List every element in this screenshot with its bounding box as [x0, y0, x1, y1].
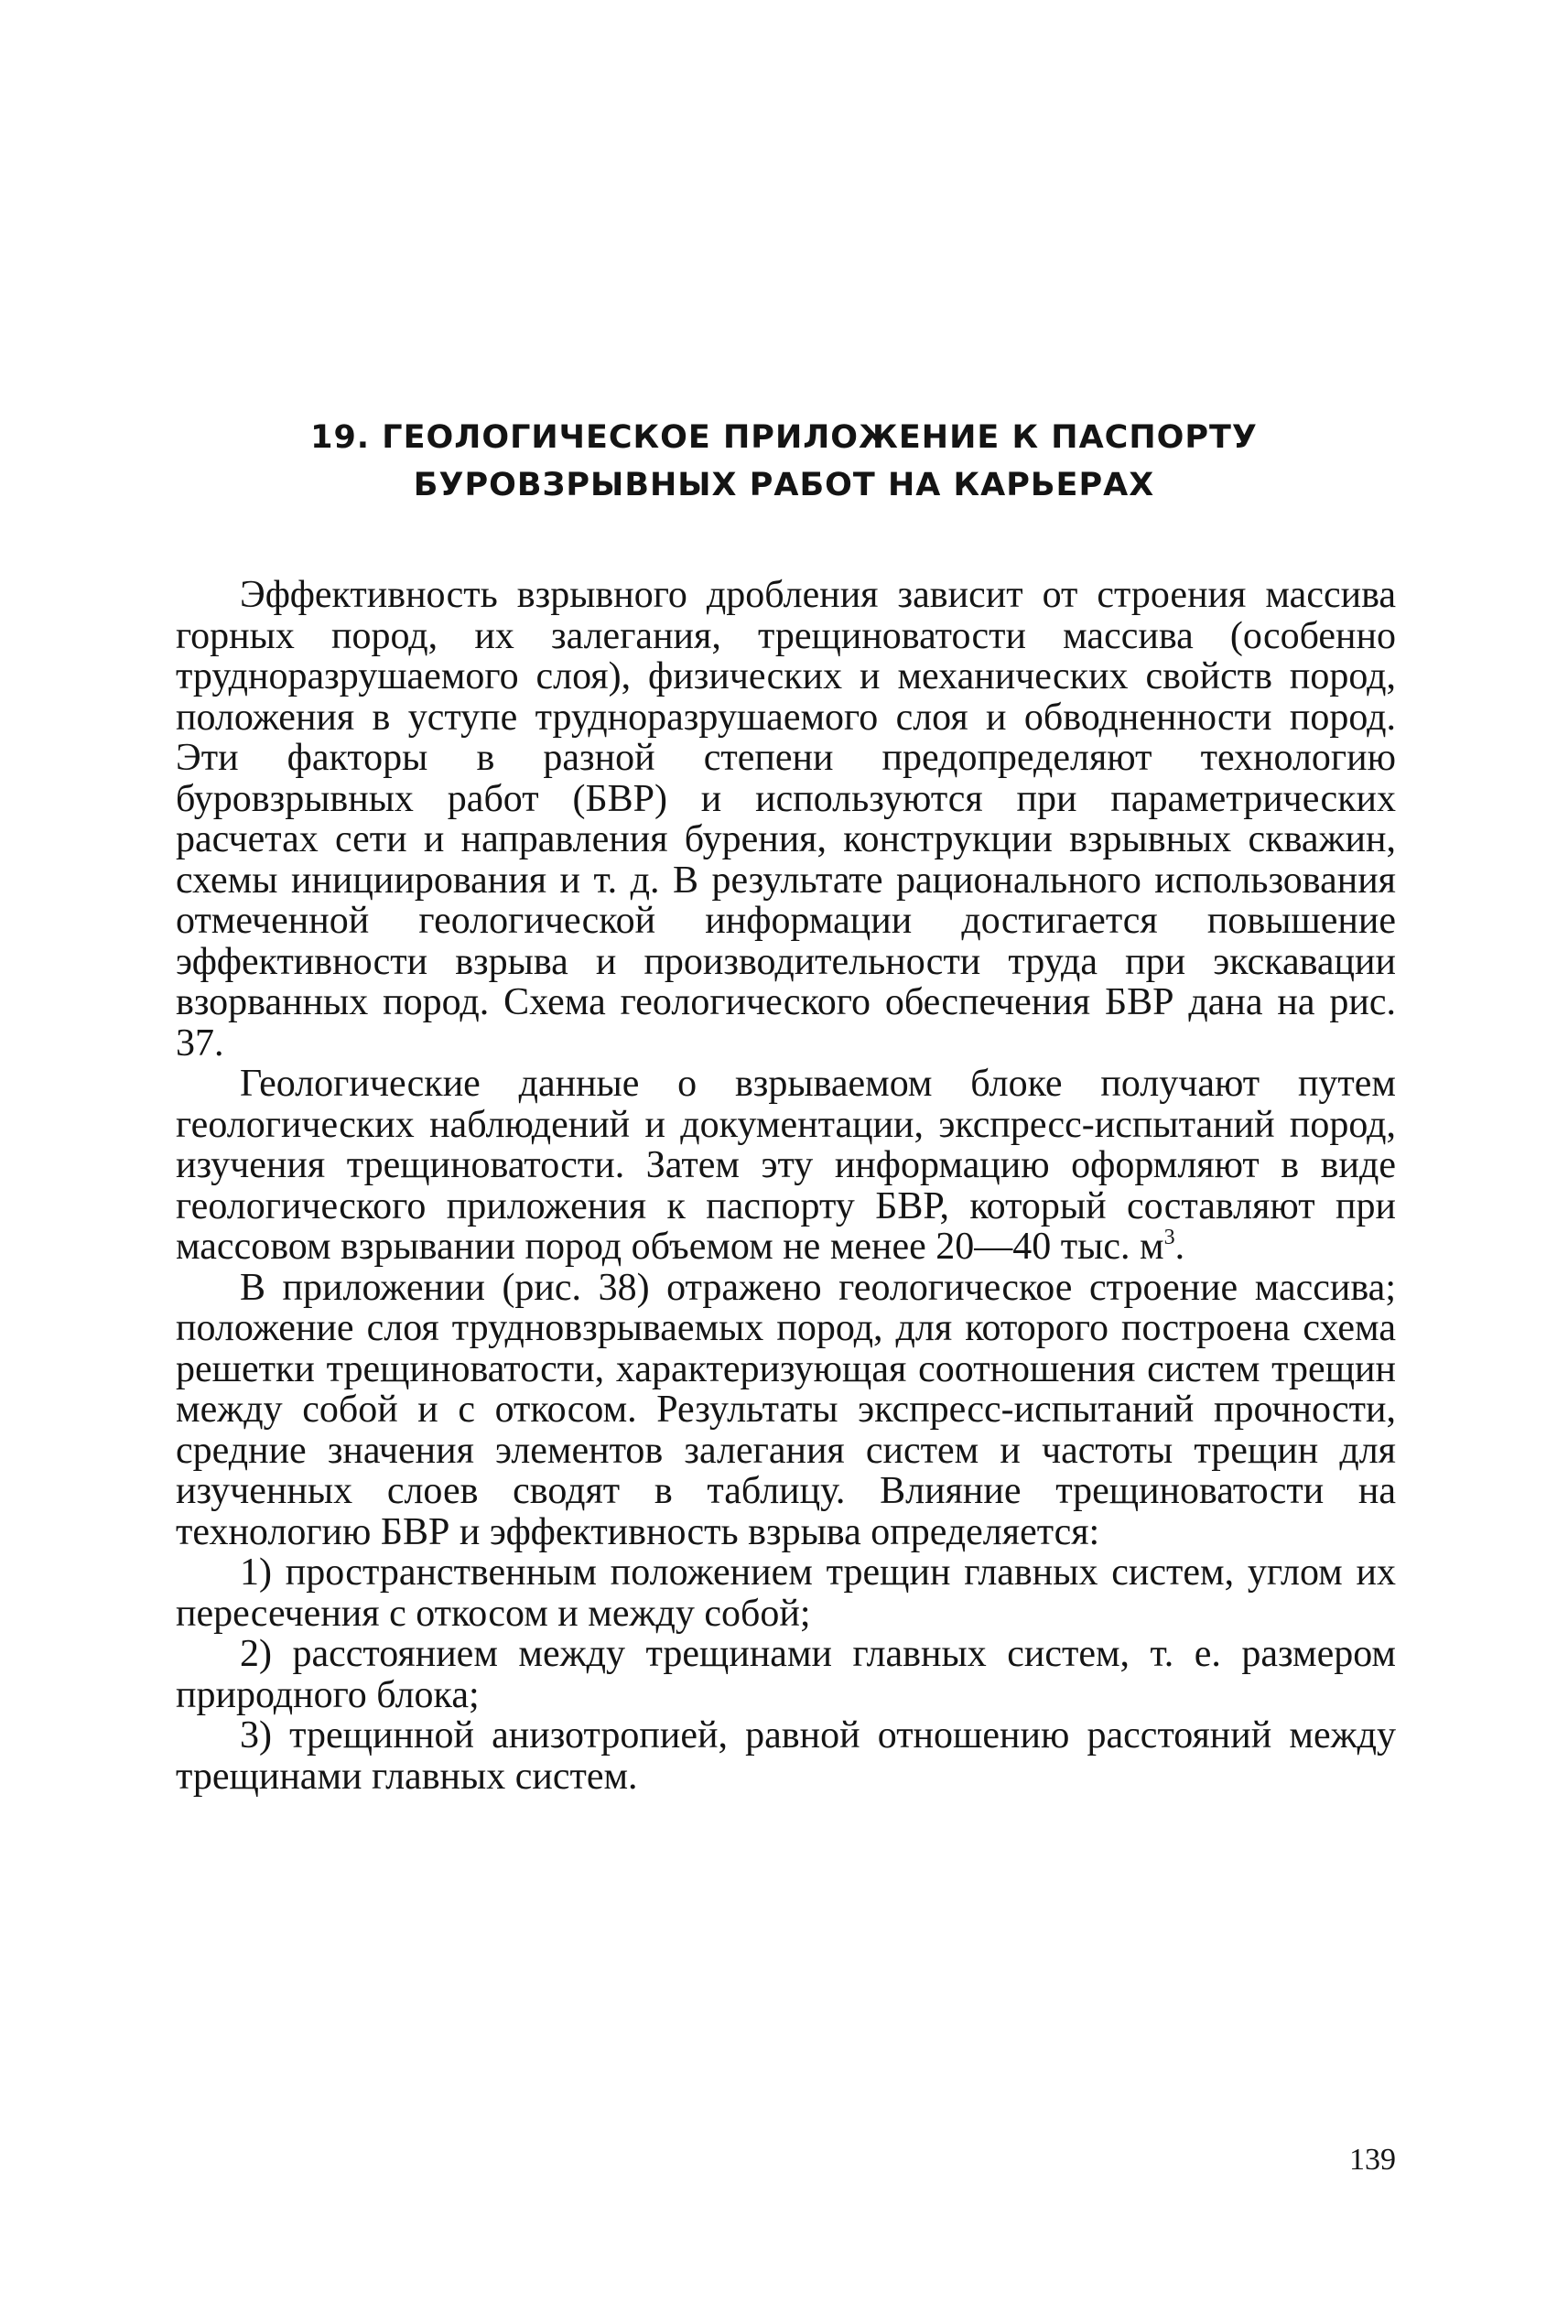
cubic-superscript: 3: [1163, 1226, 1175, 1249]
section-title-line-1: 19. ГЕОЛОГИЧЕСКОЕ ПРИЛОЖЕНИЕ К ПАСПОРТУ: [310, 419, 1258, 456]
paragraph-1: Эффективность взрывного дробления зависит от строения массива горных пород, их залегания, трещиноватости массива (особенно трудноразрушаемого слоя), физических и механических свойств пород, положения в уступе трудноразрушаемого слоя и обводненности пород. Эти факторы в разной степени предопределяют технологию буровзрывных работ (БВР) и используются при параметрических расчетах сети и направления бурения, конструкции взрывных скважин, схемы инициирования и т. д. В результате рационального использования отмеченной геологической информации достигается повышение эффективности взрыва и производительности труда при экскавации взорванных пород. Схема геологического обеспечения БВР дана на рис. 37.: [176, 574, 1396, 1065]
paragraph-2: [176, 1064, 1396, 1268]
list-item-2: 2) расстоянием между трещинами главных систем, т. е. размером природного блока;: [176, 1633, 1396, 1716]
section-heading: [174, 414, 1394, 509]
paragraph-2-text: Геологические данные о взрываемом блоке получают путем геологических наблюдений и документации, экспресс-испытаний пород, изучения трещиноватости. Затем эту информацию оформляют в виде геологического приложения к паспорту БВР, который составляют при массовом взрывании пород объемом не менее 20—40 тыс. м: [176, 1063, 1396, 1268]
paragraph-2-end: .: [1174, 1226, 1185, 1268]
paragraph-3: В приложении (рис. 38) отражено геологическое строение массива; положение слоя трудновзрываемых пород, для которого построена схема решетки трещиноватости, характеризующая соотношения систем трещин между собой и с откосом. Результаты экспресс-испытаний прочности, средние значения элементов залегания систем и частоты трещин для изученных слоев сводят в таблицу. Влияние трещиноватости на технологию БВР и эффективность взрыва определяется:: [176, 1266, 1396, 1553]
body-text: [176, 575, 1396, 1797]
list-item-1: 1) пространственным положением трещин главных систем, углом их пересечения с откосом и между собой;: [176, 1551, 1396, 1635]
page-number: 139: [1349, 2143, 1396, 2177]
section-title-line-2: БУРОВЗРЫВНЫХ РАБОТ НА КАРЬЕРАХ: [413, 467, 1155, 503]
list-item-3: 3) трещинной анизотропией, равной отношению расстояний между трещинами главных систем.: [176, 1714, 1396, 1798]
